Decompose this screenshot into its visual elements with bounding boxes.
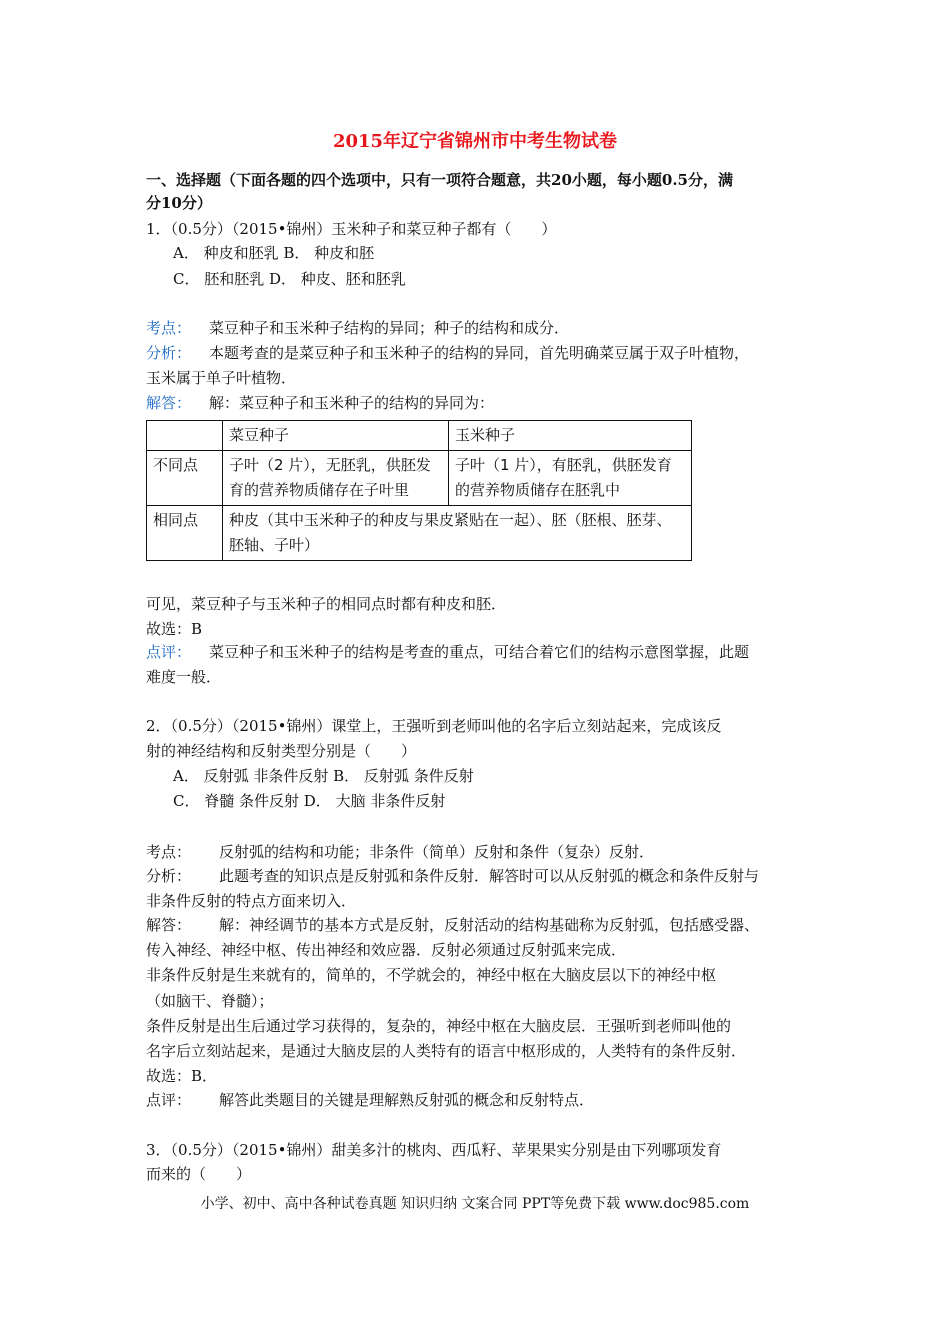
q1-jieda-label: 解答： <box>146 394 192 412</box>
section-heading-line2: 分10分） <box>146 194 212 212</box>
q1-stem: 1．（0.5分）（2015•锦州）玉米种子和菜豆种子都有（ ） <box>146 220 557 238</box>
table-row-label-difference: 不同点 <box>147 451 223 506</box>
q1-fenxi-text: 本题考查的是菜豆种子和玉米种子的结构的异同，首先明确菜豆属于双子叶植物， <box>209 344 750 362</box>
q2-kaodian-text: 反射弧的结构和功能；非条件（简单）反射和条件（复杂）反射． <box>219 843 655 861</box>
q1-kaodian-label: 考点： <box>146 319 192 337</box>
table-cell-bean-difference: 子叶（2 片），无胚乳，供胚发育的营养物质储存在子叶里 <box>223 451 449 506</box>
q2-jieda-line4: （如脑干、脊髓）； <box>146 992 274 1010</box>
q2-jieda-line2: 传入神经、神经中枢、传出神经和效应器．反射必须通过反射弧来完成． <box>146 941 627 959</box>
q2-options-row2: C． 脊髓 条件反射 D． 大脑 非条件反射 <box>173 792 446 810</box>
table-header-bean: 菜豆种子 <box>223 421 449 451</box>
q2-options-row1: A． 反射弧 非条件反射 B． 反射弧 条件反射 <box>173 767 474 785</box>
q2-fenxi-text: 此题考查的知识点是反射弧和条件反射．解答时可以从反射弧的概念和条件反射与 <box>219 867 760 885</box>
q2-jieda-line3: 非条件反射是生来就有的，简单的，不学就会的，神经中枢在大脑皮层以下的神经中枢 <box>146 966 717 984</box>
q2-kaodian-label: 考点： <box>146 843 192 861</box>
q2-kaodian <box>146 842 654 862</box>
table-cell-common: 种皮（其中玉米种子的种皮与果皮紧贴在一起）、胚（胚根、胚芽、胚轴、子叶） <box>223 506 692 561</box>
q2-fenxi-line2: 非条件反射的特点方面来切入． <box>146 892 357 910</box>
q2-stem-line2: 射的神经结构和反射类型分别是（ ） <box>146 742 417 760</box>
table-cell-corn-difference: 子叶（1 片），有胚乳，供胚发育的营养物质储存在胚乳中 <box>449 451 692 506</box>
q2-jieda <box>146 915 759 935</box>
q2-dianping <box>146 1090 594 1110</box>
page-footer: 小学、初中、高中各种试卷真题 知识归纳 文案合同 PPT等免费下载 www.doc985.com <box>200 1196 750 1212</box>
q1-options-row2: C． 胚和胚乳 D． 种皮、胚和胚乳 <box>173 270 406 288</box>
seed-comparison-table <box>146 420 692 561</box>
q2-jieda-line6: 名字后立刻站起来，是通过大脑皮层的人类特有的语言中枢形成的，人类特有的条件反射． <box>146 1042 747 1060</box>
q1-dianping-line2: 难度一般． <box>146 668 222 686</box>
page-title: 2015年辽宁省锦州市中考生物试卷 <box>332 131 618 152</box>
q2-fenxi-label: 分析： <box>146 867 192 885</box>
q2-fenxi <box>146 866 759 886</box>
q2-dianping-label: 点评： <box>146 1091 192 1109</box>
q2-dianping-text: 解答此类题目的关键是理解熟反射弧的概念和反射特点． <box>219 1091 595 1109</box>
q1-kaodian <box>146 318 569 338</box>
q1-kaodian-text: 菜豆种子和玉米种子结构的异同；种子的结构和成分． <box>209 319 570 337</box>
q2-jieda-line5: 条件反射是出生后通过学习获得的，复杂的，神经中枢在大脑皮层．王强听到老师叫他的 <box>146 1017 732 1035</box>
q1-answer: 故选：B <box>146 620 203 638</box>
table-row <box>147 451 692 506</box>
q2-stem-line1: 2．（0.5分）（2015•锦州）课堂上，王强听到老师叫他的名字后立刻站起来，完成该反 <box>146 717 722 735</box>
q1-fenxi-label: 分析： <box>146 344 192 362</box>
q1-jieda <box>146 393 494 413</box>
table-header-corn: 玉米种子 <box>449 421 692 451</box>
q1-jieda-text: 解：菜豆种子和玉米种子的结构的异同为： <box>209 394 495 412</box>
q1-dianping-text: 菜豆种子和玉米种子的结构是考查的重点，可结合着它们的结构示意图掌握，此题 <box>209 643 750 661</box>
table-row-label-common: 相同点 <box>147 506 223 561</box>
q2-jieda-label: 解答： <box>146 916 192 934</box>
q2-jieda-text: 解：神经调节的基本方式是反射，反射活动的结构基础称为反射弧，包括感受器、 <box>219 916 760 934</box>
q3-stem-line1: 3．（0.5分）（2015•锦州）甜美多汁的桃肉、西瓜籽、苹果果实分别是由下列哪项发育 <box>146 1141 722 1159</box>
q1-dianping-label: 点评： <box>146 643 192 661</box>
section-heading-line1: 一、选择题（下面各题的四个选项中，只有一项符合题意，共20小题，每小题0.5分，满 <box>146 171 733 189</box>
q2-answer: 故选：B． <box>146 1067 218 1085</box>
table-row <box>147 506 692 561</box>
q1-dianping <box>146 642 749 662</box>
q3-stem-line2: 而来的（ ） <box>146 1165 252 1183</box>
q1-conclusion: 可见，菜豆种子与玉米种子的相同点时都有种皮和胚． <box>146 595 507 613</box>
q1-fenxi <box>146 343 749 363</box>
table-corner-cell <box>147 421 223 451</box>
q1-fenxi-line2: 玉米属于单子叶植物． <box>146 369 297 387</box>
q1-options-row1: A． 种皮和胚乳 B． 种皮和胚 <box>173 244 375 262</box>
table-header-row <box>147 421 692 451</box>
